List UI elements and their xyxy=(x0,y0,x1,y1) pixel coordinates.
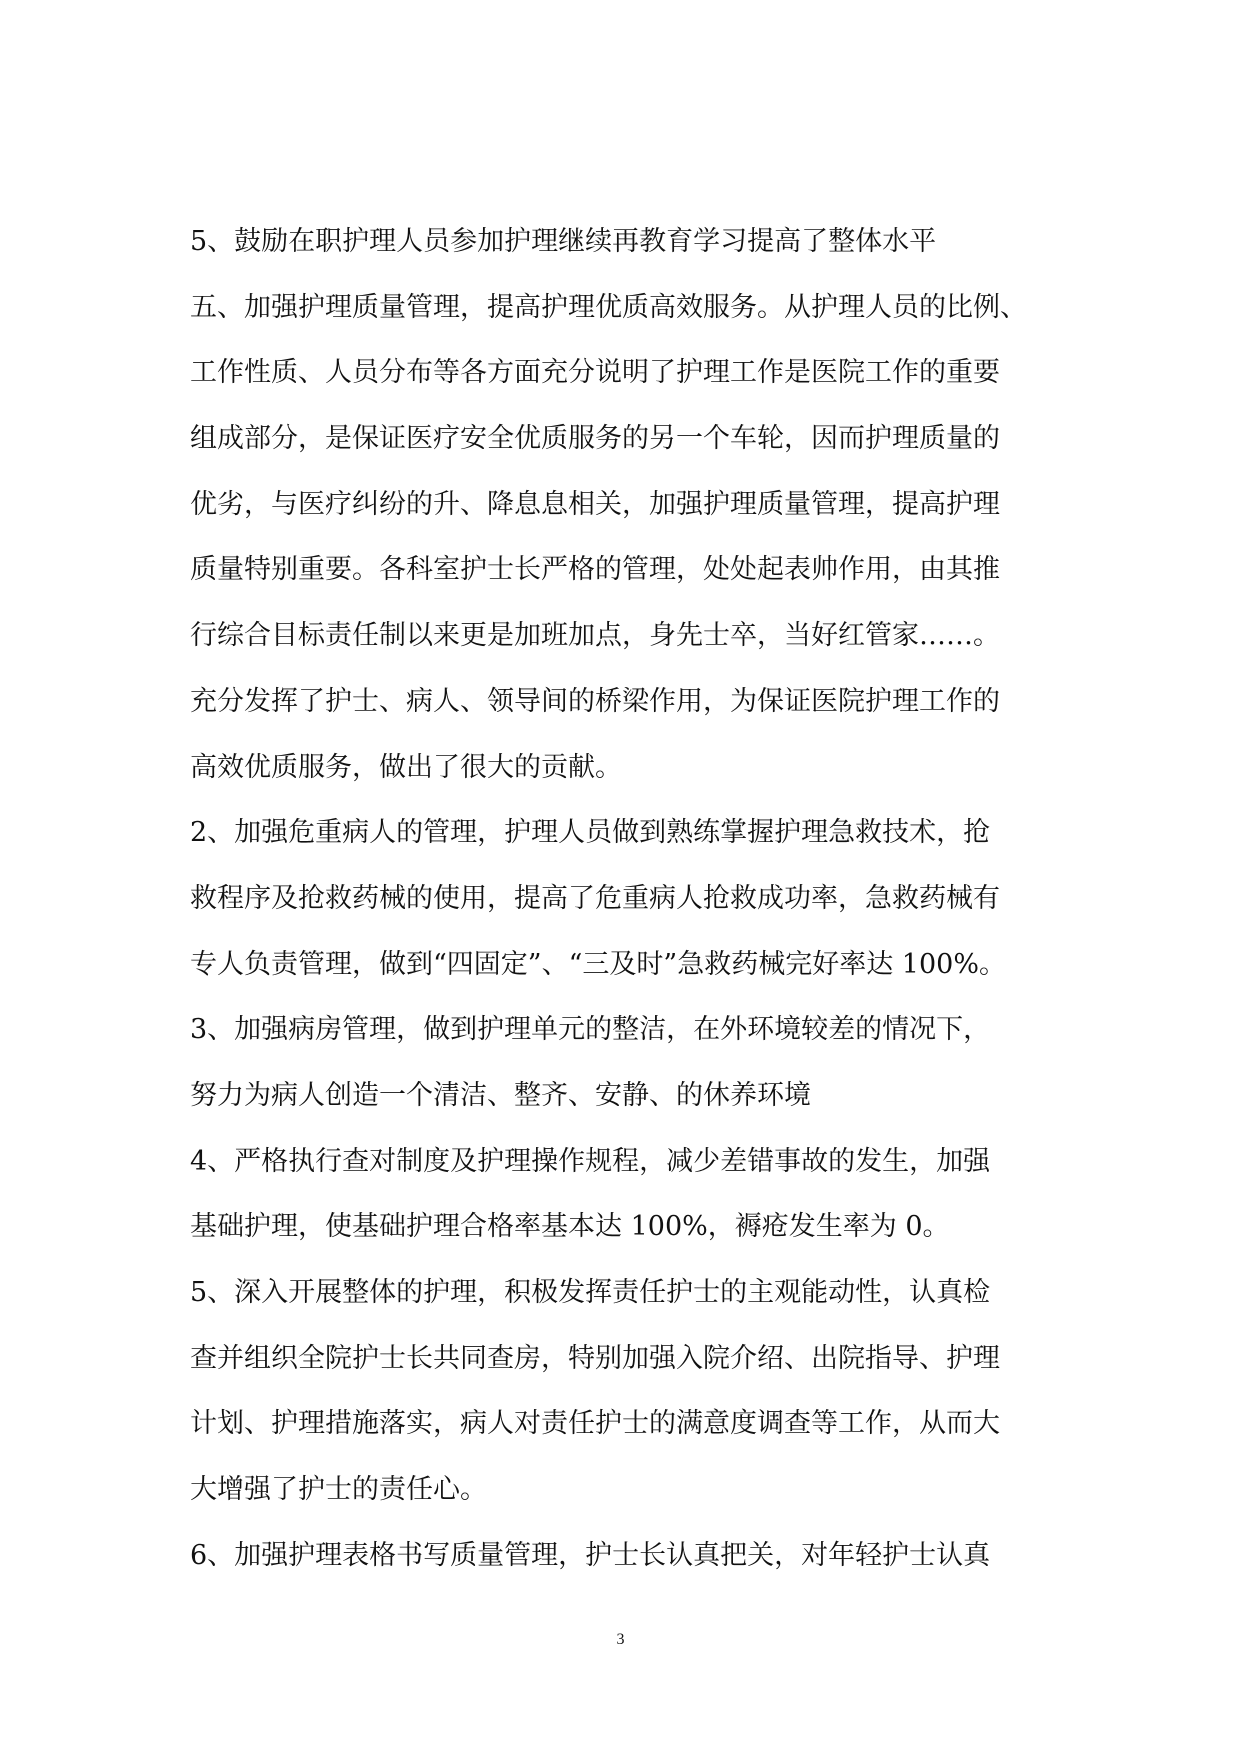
paragraph-line: 6、加强护理表格书写质量管理，护士长认真把关，对年轻护士认真 xyxy=(190,1539,991,1571)
paragraph-line: 2、加强危重病人的管理，护理人员做到熟练掌握护理急救技术，抢 xyxy=(190,817,991,849)
paragraph-line: 3、加强病房管理，做到护理单元的整洁，在外环境较差的情况下， xyxy=(190,1014,991,1046)
paragraph-line: 基础护理，使基础护理合格率基本达 100%，褥疮发生率为 0。 xyxy=(190,1211,950,1243)
paragraph-line: 大增强了护士的责任心。 xyxy=(190,1474,487,1506)
paragraph-line: 行综合目标责任制以来更是加班加点，身先士卒，当好红管家……。 xyxy=(190,620,1000,652)
paragraph-line: 专人负责管理，做到“四固定”、“三及时”急救药械完好率达 100%。 xyxy=(190,948,1006,980)
paragraph-line: 组成部分，是保证医疗安全优质服务的另一个车轮，因而护理质量的 xyxy=(190,423,1000,455)
paragraph-line: 质量特别重要。各科室护士长严格的管理，处处起表帅作用，由其推 xyxy=(190,554,1000,586)
paragraph-line: 高效优质服务，做出了很大的贡献。 xyxy=(190,751,622,783)
paragraph-line: 努力为病人创造一个清洁、整齐、安静、的休养环境 xyxy=(190,1079,811,1111)
paragraph-line: 优劣，与医疗纠纷的升、降息息相关，加强护理质量管理，提高护理 xyxy=(190,488,1000,520)
paragraph-line: 5、鼓励在职护理人员参加护理继续再教育学习提高了整体水平 xyxy=(190,226,937,257)
paragraph-line: 工作性质、人员分布等各方面充分说明了护理工作是医院工作的重要 xyxy=(190,357,1000,389)
paragraph-line: 4、严格执行查对制度及护理操作规程，减少差错事故的发生，加强 xyxy=(190,1145,991,1177)
paragraph-line: 充分发挥了护士、病人、领导间的桥梁作用，为保证医院护理工作的 xyxy=(190,685,1000,717)
page-number: 3 xyxy=(616,1631,625,1648)
paragraph-line: 计划、护理措施落实，病人对责任护士的满意度调查等工作，从而大 xyxy=(190,1408,1000,1440)
paragraph-line: 救程序及抢救药械的使用，提高了危重病人抢救成功率，急救药械有 xyxy=(190,882,1000,914)
document-body xyxy=(190,225,1060,1604)
paragraph-line: 查并组织全院护士长共同查房，特别加强入院介绍、出院指导、护理 xyxy=(190,1342,1000,1374)
paragraph-line: 5、深入开展整体的护理，积极发挥责任护士的主观能动性，认真检 xyxy=(190,1277,991,1308)
paragraph-line: 五、加强护理质量管理，提高护理优质高效服务。从护理人员的比例、 xyxy=(190,291,1027,323)
